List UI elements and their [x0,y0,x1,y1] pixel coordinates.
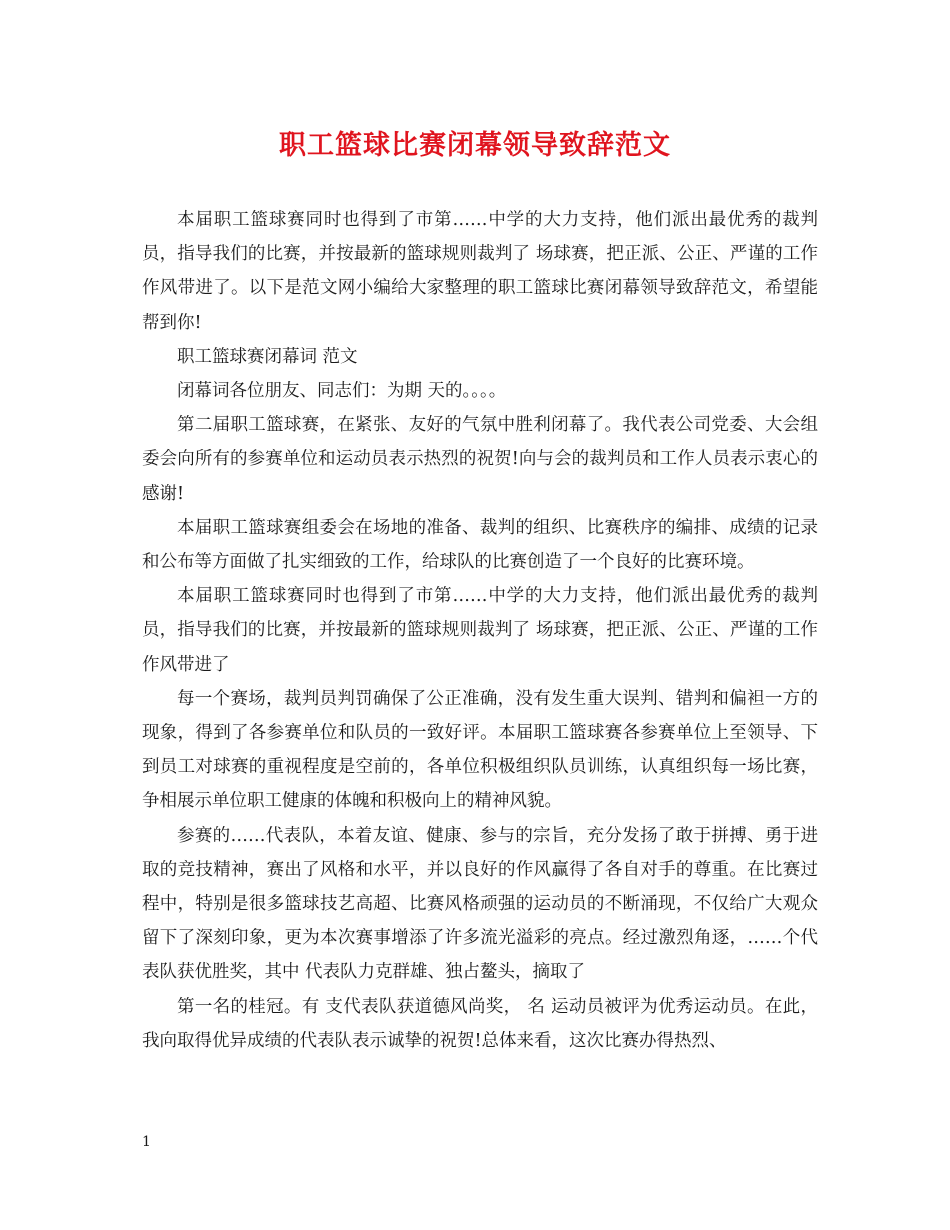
paragraph-intro: 本届职工篮球赛同时也得到了市第……中学的大力支持，他们派出最优秀的裁判员，指导我们的比赛，并按最新的篮球规则裁判了 场球赛，把正派、公正、严谨的工作作风带进了。以下是范文网小编给大家整理的职工篮球比赛闭幕领导致辞范文，希望能帮到你! [142,210,818,333]
paragraph-subheading: 职工篮球赛闭幕词 范文 [177,346,358,367]
paragraph-closing-announcement: 第二届职工篮球赛，在紧张、友好的气氛中胜利闭幕了。我代表公司党委、大会组委会向所有的参赛单位和运动员表示热烈的祝贺!向与会的裁判员和工作人员表示衷心的感谢! [142,415,818,504]
document-title: 职工篮球比赛闭幕领导致辞范文 [279,130,671,161]
paragraph-referee-support: 本届职工篮球赛同时也得到了市第……中学的大力支持，他们派出最优秀的裁判员，指导我们的比赛，并按最新的篮球规则裁判了 场球赛，把正派、公正、严谨的工作作风带进了 [142,586,818,675]
paragraph-greeting: 闭幕词各位朋友、同志们：为期 天的。。。。 [177,381,507,402]
paragraph-awards: 第一名的桂冠。有 支代表队获道德风尚奖， 名 运动员被评为优秀运动员。在此，我向取得优异成绩的代表队表示诚挚的祝贺!总体来看，这次比赛办得热烈、 [142,996,818,1051]
page-number: 1 [142,1134,151,1150]
paragraph-fair-judging: 每一个赛场，裁判员判罚确保了公正准确，没有发生重大误判、错判和偏袒一方的现象，得到了各参赛单位和队员的一致好评。本届职工篮球赛各参赛单位上至领导、下到员工对球赛的重视程度是空前的，各单位积极组织队员训练，认真组织每一场比赛，争相展示单位职工健康的体魄和积极向上的精神风貌。 [142,688,818,812]
paragraph-organizing-committee: 本届职工篮球赛组委会在场地的准备、裁判的组织、比赛秩序的编排、成绩的记录和公布等方面做了扎实细致的工作，给球队的比赛创造了一个良好的比赛环境。 [142,517,818,573]
paragraph-team-spirit: 参赛的……代表队，本着友谊、健康、参与的宗旨，充分发扬了敢于拼搏、勇于进取的竞技精神，赛出了风格和水平，并以良好的作风赢得了各自对手的尊重。在比赛过程中，特别是很多篮球技艺高超、比赛风格顽强的运动员的不断涌现，不仅给广大观众留下了深刻印象，更为本次赛事增添了许多流光溢彩的亮点。经过激烈角逐，……个代表队获优胜奖，其中 代表队力克群雄、独占鳌头，摘取了 [142,825,818,983]
document-body [142,203,818,1058]
